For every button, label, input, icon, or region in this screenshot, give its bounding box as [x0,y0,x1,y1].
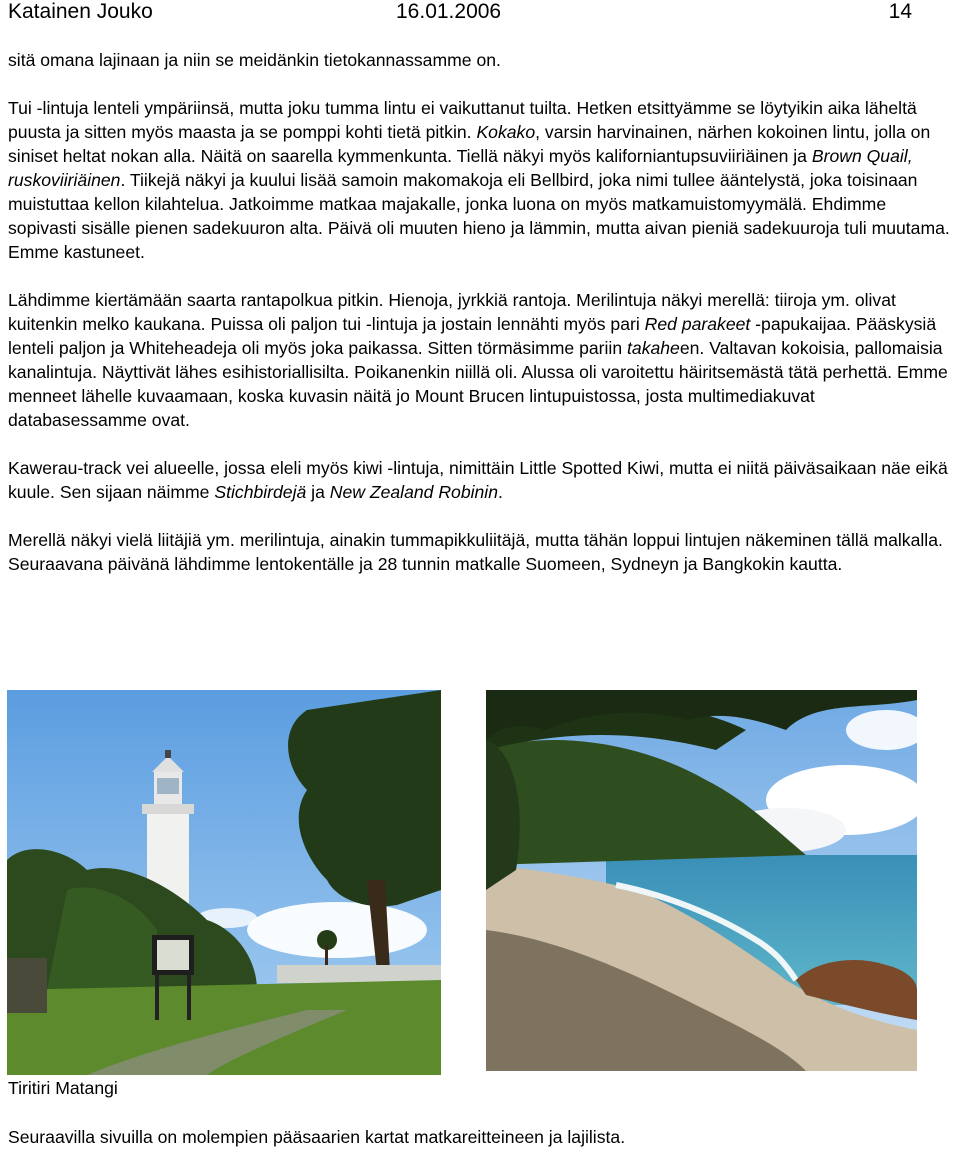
paragraph-4-text-b: ja [306,482,330,502]
paragraph-3-text-b: -papukaijaa. Pääskysiä lenteli paljon ja Whiteheadeja oli myös joka paikassa. Sitten törmäsimme pariin [8,314,937,358]
species-kokako: Kokako [476,122,536,142]
species-brown-quail: Brown Quail, ruskoviiriäinen [8,146,913,190]
beach-photo [486,690,917,1071]
paragraph-2-text-b: , varsin harvinainen, närhen kokoinen lintu, jolla on siniset heltat nokan alla. Näitä on saarella kymmenkunta. Tiellä näkyi myös kaliforniantupsuviiriäinen ja [8,122,931,166]
header-date: 16.01.2006 [396,0,502,23]
paragraph-2 [8,96,952,264]
species-stitchbird: Stichbirdejä [214,482,307,502]
paragraph-3 [8,288,952,432]
page-header [0,0,960,28]
paragraph-2-text-c: . Tiikejä näkyi ja kuului lisää samoin makomakoja eli Bellbird, joka nimi tullee ääntelystä, joka toisinaan muistuttaa kellon kilahtelua. Jatkoimme matkaa majakalle, jonka luona on myös matkamuistomyymälä. Ehdimme sopivasti sisälle pienen sadekuuron alta. Päivä oli muuten hieno ja lämmin, mutta aivan pieniä sadekuuroja tuli muutama. Emme kastuneet. [8,170,950,262]
paragraph-4-text-c: . [498,482,503,502]
closing-note: Seuraavilla sivuilla on molempien pääsaarien kartat matkareitteineen ja lajilista. [8,1127,626,1147]
document-body [8,48,952,600]
paragraph-4 [8,456,952,504]
header-page-number: 14 [888,0,912,23]
header-author: Katainen Jouko [8,0,153,23]
paragraph-4-text-a: Kawerau-track vei alueelle, jossa eleli myös kiwi -lintuja, nimittäin Little Spotted Kiwi, mutta ei niitä päiväsaikaan näe eikä kuule. Sen sijaan näimme [8,458,948,502]
photo-caption: Tiritiri Matangi [8,1078,118,1098]
paragraph-3-text-c: en. Valtavan kokoisia, pallomaisia kanalintuja. Näyttivät lähes esihistoriallisilta. Poikanenkin niillä oli. Alussa oli varoitettu häiritsemästä tätä perhettä. Emme menneet lähelle kuvaamaan, koska kuvasin näitä jo Mount Brucen lintupuistossa, josta multimediakuvat databasessamme ovat. [8,338,948,430]
lighthouse-photo [7,690,441,1075]
paragraph-1: sitä omana lajinaan ja niin se meidänkin tietokannassamme on. [8,50,501,70]
species-red-parakeet: Red parakeet [644,314,751,334]
species-nz-robin: New Zealand Robinin [329,482,498,502]
beach-photo-illustration [486,690,917,1071]
lighthouse-photo-illustration [7,690,441,1075]
paragraph-5: Merellä näkyi vielä liitäjiä ym. merilintuja, ainakin tummapikkuliitäjä, mutta tähän loppui lintujen näkeminen tällä malkalla. Seuraavana päivänä lähdimme lentokentälle ja 28 tunnin matkalle Suomeen, Sydneyn ja Bangkokin kautta. [8,530,943,574]
paragraph-3-text-a: Lähdimme kiertämään saarta rantapolkua pitkin. Hienoja, jyrkkiä rantoja. Merilintuja näkyi merellä: tiiroja ym. olivat kuitenkin melko kaukana. Puissa oli paljon tui -lintuja ja jostain lennähti myös pari [8,290,896,334]
paragraph-2-text-a: Tui -lintuja lenteli ympäriinsä, mutta joku tumma lintu ei vaikuttanut tuilta. Hetken etsittyämme se löytyikin aika läheltä puusta ja sitten myös maasta ja se pomppi kohti tietä pitkin. [8,98,917,142]
species-takahe: takahe [627,338,680,358]
